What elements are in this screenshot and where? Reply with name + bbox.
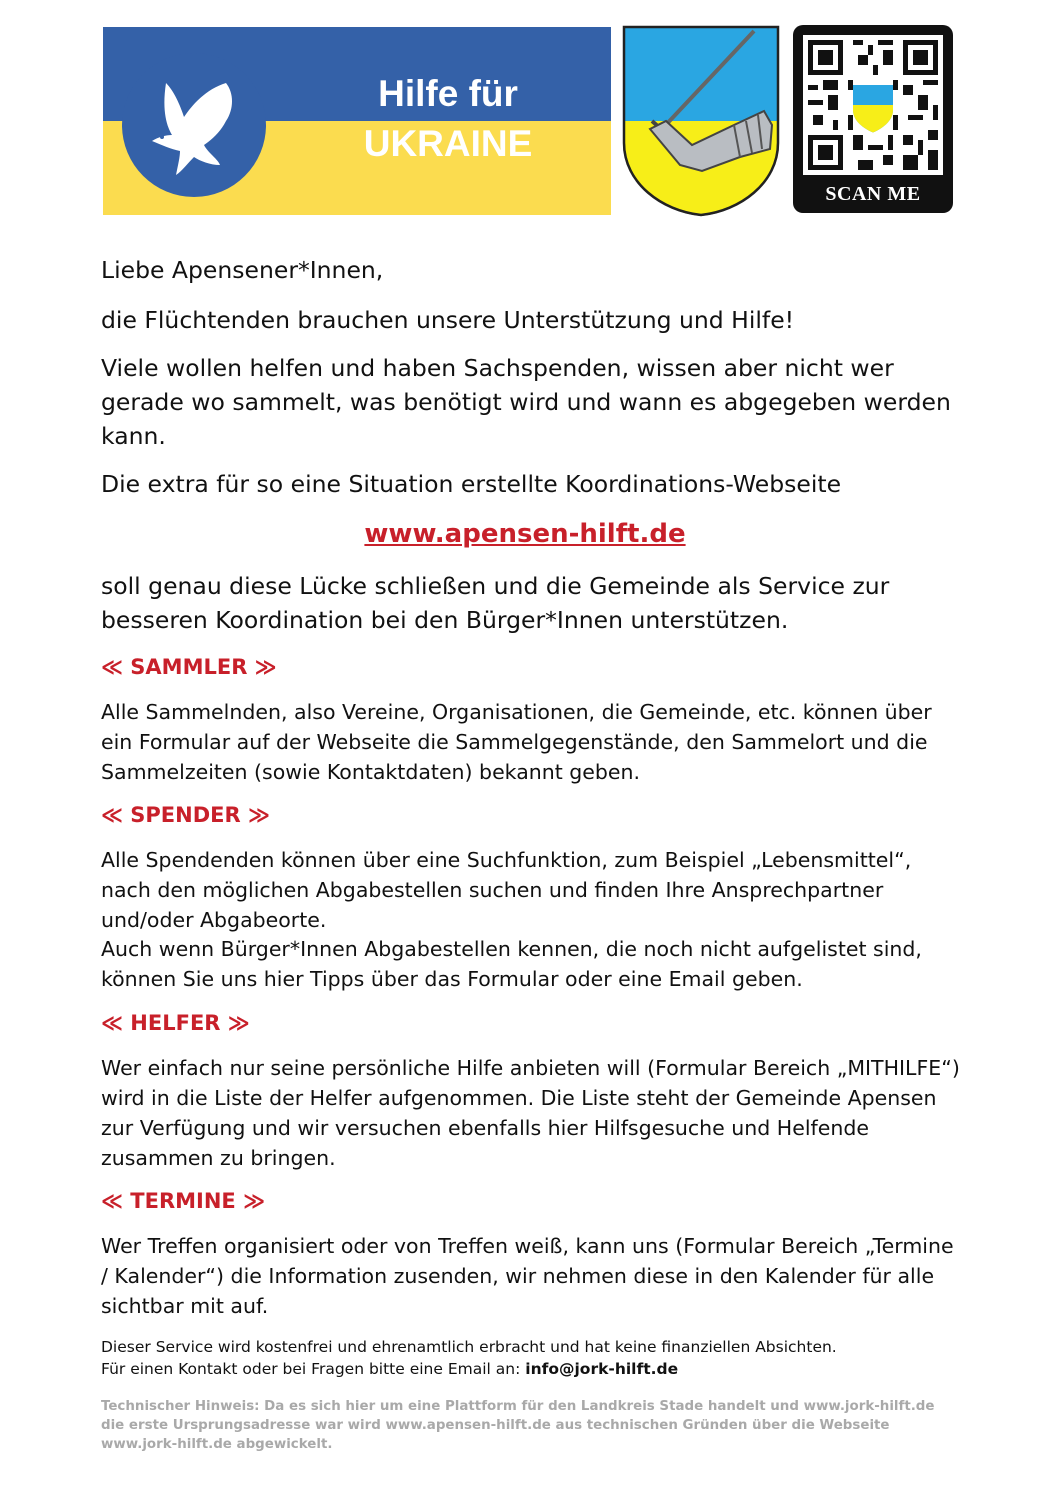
footer-line-1: Dieser Service wird kostenfrei und ehrenamtlich erbracht und hat keine finanziellen Absichten. xyxy=(101,1338,837,1356)
intro-line-4: soll genau diese Lücke schließen und die Gemeinde als Service zur besseren Koordination bei den Bürger*Innen unterstützen. xyxy=(101,572,890,634)
qr-code[interactable] xyxy=(793,25,953,213)
banner-subtitle: UKRAINE xyxy=(363,123,533,164)
ukraine-banner xyxy=(103,27,611,215)
website-link[interactable]: www.apensen-hilft.de xyxy=(364,519,686,549)
section-text-helfer: Wer einfach nur seine persönliche Hilfe anbieten will (Formular Bereich „MITHILFE“) wird in die Liste der Helfer aufgenommen. Die Liste steht der Gemeinde Apensen zur Verfügung und wir versuchen ebenfalls hier Hilfsgesuche und Helfende zusammen zu bringen. xyxy=(101,1056,960,1170)
banner-title: Hilfe für xyxy=(378,73,518,114)
greeting: Liebe Apensener*Innen, xyxy=(101,256,384,284)
intro-line-1: die Flüchtenden brauchen unsere Unterstützung und Hilfe! xyxy=(101,306,795,334)
intro-line-3: Die extra für so eine Situation erstellte Koordinations-Webseite xyxy=(101,470,842,498)
section-title-termine: ≪ TERMINE ≫ xyxy=(101,1189,266,1213)
section-text-sammler: Alle Sammelnden, also Vereine, Organisationen, die Gemeinde, etc. können über ein Formular auf der Webseite die Sammelgegenstände, den Sammelort und die Sammelzeiten (sowie Kontaktdaten) bekannt geben. xyxy=(101,700,932,784)
contact-email-link[interactable]: info@jork-hilft.de xyxy=(525,1360,679,1378)
dove-icon xyxy=(122,53,266,197)
qr-caption: SCAN ME xyxy=(825,183,921,205)
section-text-spender-1: Alle Spendenden können über eine Suchfunktion, zum Beispiel „Lebensmittel“, nach den möglichen Abgabestellen suchen und finden Ihre Ansprechpartner und/oder Abgabeorte. xyxy=(101,848,912,932)
section-title-helfer: ≪ HELFER ≫ xyxy=(101,1011,250,1035)
footer-line-2 xyxy=(101,1358,971,1380)
section-title-spender: ≪ SPENDER ≫ xyxy=(101,803,270,827)
footer-contact-prefix: Für einen Kontakt oder bei Fragen bitte eine Email an: xyxy=(101,1360,526,1378)
qr-code-icon xyxy=(803,35,943,175)
coat-of-arms-icon xyxy=(622,25,780,217)
intro-line-2: Viele wollen helfen und haben Sachspenden, wissen aber nicht wer gerade wo sammelt, was benötigt wird und wann es abgegeben werden kann. xyxy=(101,354,951,450)
technical-note: Technischer Hinweis: Da es sich hier um eine Plattform für den Landkreis Stade handelt und www.jork-hilft.de die erste Ursprungsadresse war wird www.apensen-hilft.de aus technischen Gründen über die Webseite www.jork-hilft.de abgewickelt. xyxy=(101,1399,935,1452)
section-title-sammler: ≪ SAMMLER ≫ xyxy=(101,655,277,679)
section-text-spender-2: Auch wenn Bürger*Innen Abgabestellen kennen, die noch nicht aufgelistet sind, können Sie uns hier Tipps über das Formular oder eine Email geben. xyxy=(101,937,922,991)
section-text-termine: Wer Treffen organisiert oder von Treffen weiß, kann uns (Formular Bereich „Termine / Kalender“) die Information zusenden, wir nehmen diese in den Kalender für alle sichtbar mit auf. xyxy=(101,1234,954,1318)
